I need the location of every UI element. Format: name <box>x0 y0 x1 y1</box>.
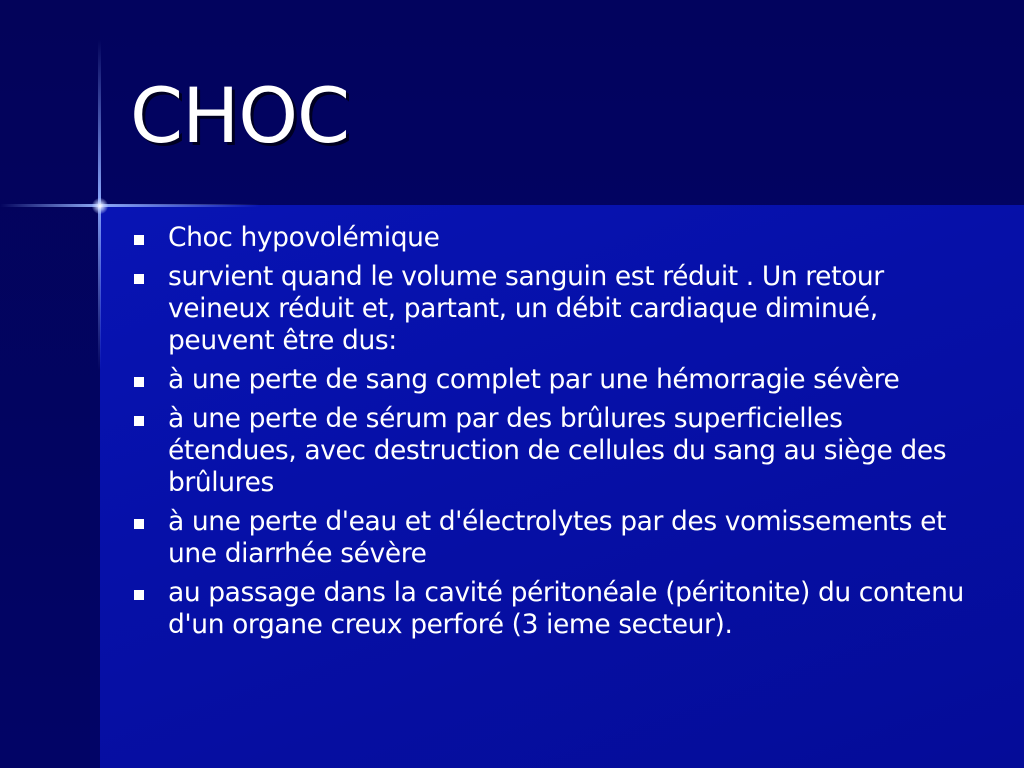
square-bullet-icon <box>134 377 144 387</box>
bullet-text: à une perte de sérum par des brûlures superficielles étendues, avec destruction de cellules du sang au siège des brûlures <box>168 403 947 498</box>
square-bullet-icon <box>134 274 144 284</box>
bullet-item <box>130 222 970 254</box>
bullet-text: à une perte d'eau et d'électrolytes par des vomissements et une diarrhée sévère <box>168 506 946 569</box>
slide-title: CHOC <box>130 71 350 160</box>
bullet-text: survient quand le volume sanguin est réduit . Un retour veineux réduit et, partant, un débit cardiaque diminué, peuvent être dus: <box>168 261 884 356</box>
bullet-text: Choc hypovolémique <box>168 222 440 253</box>
bullet-list <box>130 222 970 648</box>
square-bullet-icon <box>134 235 144 245</box>
bullet-item <box>130 364 970 396</box>
square-bullet-icon <box>134 590 144 600</box>
bullet-text: au passage dans la cavité péritonéale (péritonite) du contenu d'un organe creux perforé (3 ieme secteur). <box>168 577 964 640</box>
horizontal-accent-line <box>0 204 260 207</box>
square-bullet-icon <box>134 416 144 426</box>
bullet-item <box>130 403 970 499</box>
bullet-item <box>130 506 970 570</box>
sparkle-icon <box>92 198 108 214</box>
square-bullet-icon <box>134 519 144 529</box>
bullet-text: à une perte de sang complet par une hémorragie sévère <box>168 364 900 395</box>
bullet-item <box>130 261 970 357</box>
left-margin-band <box>0 0 100 768</box>
bullet-item <box>130 577 970 641</box>
